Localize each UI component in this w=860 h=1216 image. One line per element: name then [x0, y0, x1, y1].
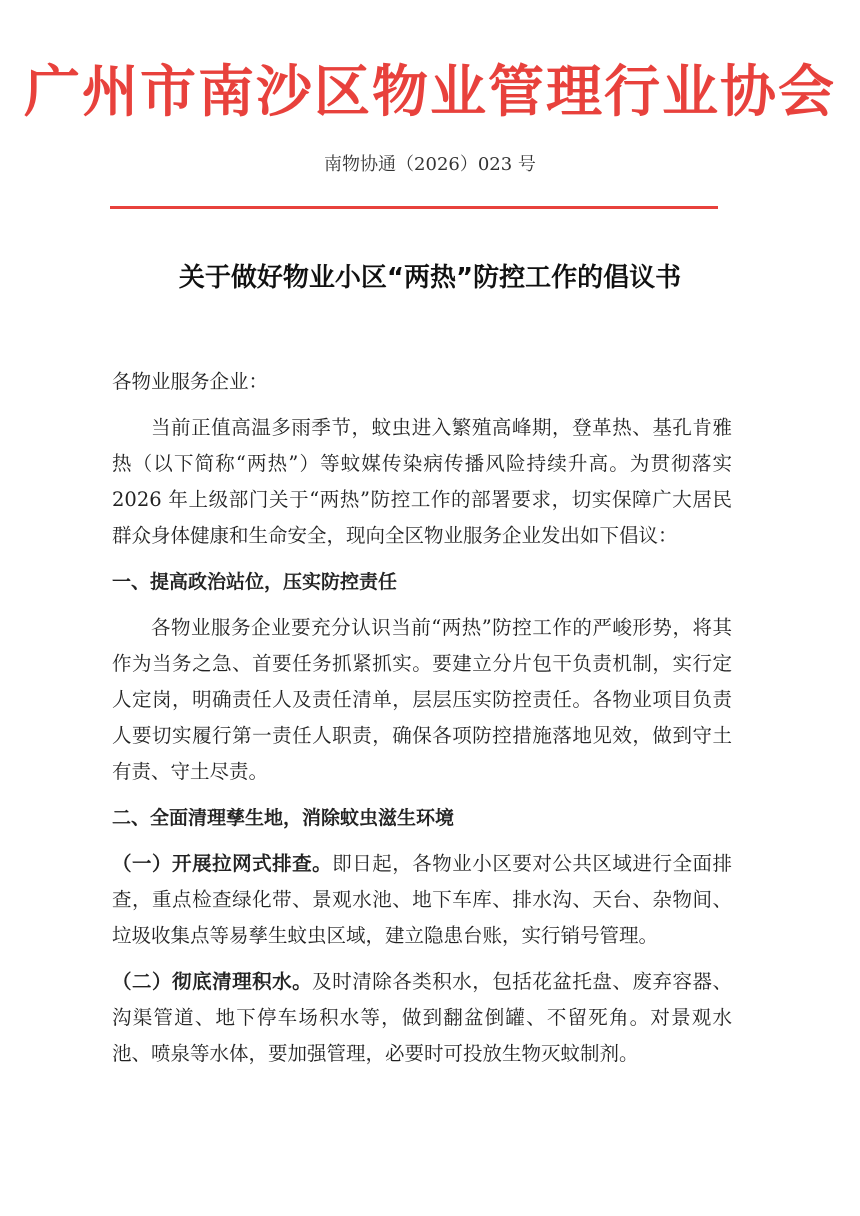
section-2-heading: 二、全面清理孳生地，消除蚊虫滋生环境 — [112, 807, 455, 829]
document-body — [112, 364, 732, 1082]
salutation: 各物业服务企业： — [112, 370, 269, 393]
header-divider — [110, 206, 718, 209]
section-2-item-2-label: （二）彻底清理积水。 — [112, 970, 313, 993]
section-2-item-1-label: （一）开展拉网式排查。 — [112, 852, 333, 875]
document-number: 南物协通（2026）023 号 — [324, 154, 536, 175]
section-2-item-2 — [112, 964, 732, 1072]
intro-paragraph: 当前正值高温多雨季节，蚊虫进入繁殖高峰期，登革热、基孔肯雅热（以下简称“两热”）等蚊媒传染病传播风险持续升高。为贯彻落实 2026 年上级部门关于“两热”防控工作的部署要求，切实保障广大居民群众身体健康和生命安全，现向全区物业服务企业发出如下倡议： — [112, 416, 732, 547]
section-1-paragraph: 各物业服务企业要充分认识当前“两热”防控工作的严峻形势，将其作为当务之急、首要任务抓紧抓实。要建立分片包干负责机制，实行定人定岗，明确责任人及责任清单，层层压实防控责任。各物业项目负责人要切实履行第一责任人职责，确保各项防控措施落地见效，做到守土有责、守土尽责。 — [112, 616, 732, 783]
organization-header: 广州市南沙区物业管理行业协会 — [24, 59, 836, 125]
section-2-item-1 — [112, 846, 732, 954]
section-2-item-1-body: 即日起，各物业小区要对公共区域进行全面排查，重点检查绿化带、景观水池、地下车库、排水沟、天台、杂物间、垃圾收集点等易孳生蚊虫区域，建立隐患台账，实行销号管理。 — [112, 852, 732, 947]
document-title: 关于做好物业小区“两热”防控工作的倡议书 — [178, 263, 682, 293]
section-1-heading: 一、提高政治站位，压实防控责任 — [112, 571, 398, 593]
section-2-item-2-body: 及时清除各类积水，包括花盆托盘、废弃容器、沟渠管道、地下停车场积水等，做到翻盆倒罐、不留死角。对景观水池、喷泉等水体，要加强管理，必要时可投放生物灭蚊制剂。 — [112, 970, 732, 1065]
